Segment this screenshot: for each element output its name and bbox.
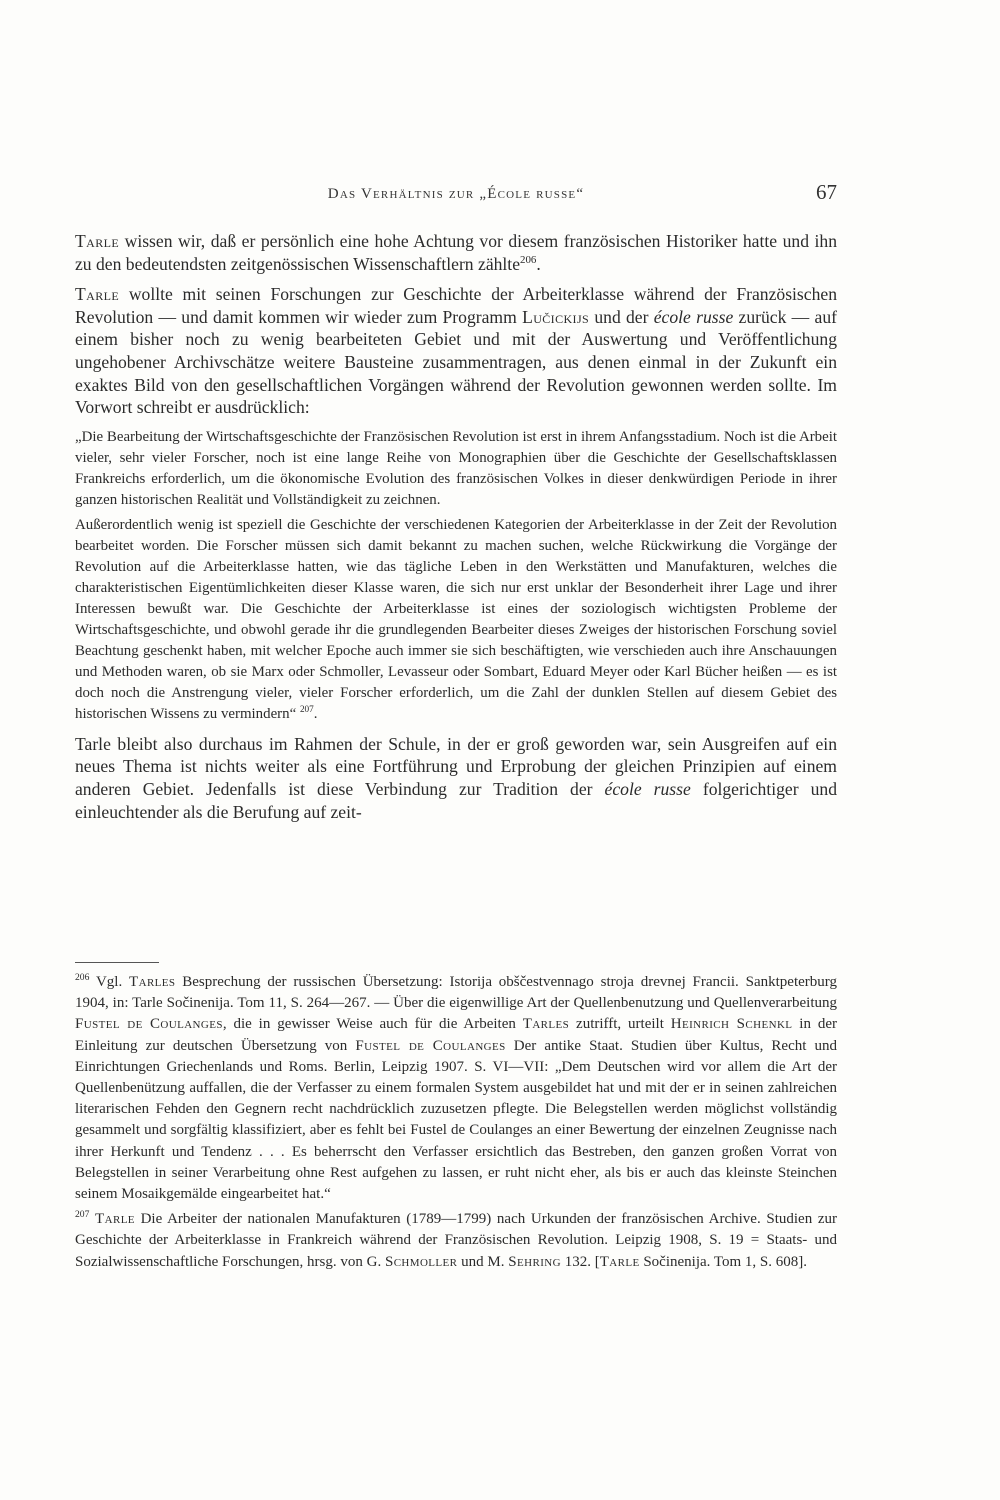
author-name: Sehring bbox=[508, 1253, 561, 1270]
paragraph-text: und der bbox=[589, 306, 654, 327]
author-name: Lučickijs bbox=[522, 306, 590, 327]
punctuation: . bbox=[313, 705, 318, 722]
author-name: Tarle bbox=[75, 284, 120, 305]
footnote-text: Die Arbeiter der nationalen Manufakturen (1789—1799) nach Urkunden der französischen Archive. Studien zur Geschichte der Arbeiterklasse in Frankreich während der Französischen Revolution. Leipzig 1908, S. 19 = Staats- und Sozialwissenschaftliche Forschungen, hrsg. von G. bbox=[75, 1211, 837, 1270]
footnotes bbox=[75, 972, 837, 1277]
paragraph-2 bbox=[75, 283, 837, 419]
footnote-206 bbox=[75, 972, 837, 1205]
block-quote bbox=[75, 427, 837, 725]
author-name: Tarles bbox=[129, 974, 176, 990]
paragraph-text: Tarle bleibt also durchaus im Rahmen der Schule, in der er groß geworden war, sein Ausgreifen auf ein neues Thema ist nichts weiter als eine Fortführung und Erprobung der gleichen Prinzipien auf einem anderen Gebiet. Jedenfalls ist diese Verbindung zur Tradition der bbox=[75, 733, 837, 799]
paragraph-text: zurück — auf einem bisher noch zu wenig bearbeiteten Gebiet und mit der Auswertung und Veröffentlichung ungehobener Archivschätze weitere Bausteine zusammentragen, aus denen einmal in der Zukunft ein exaktes Bild von den gesellschaftlichen Vorgängen während der Revolution gewonnen werden sollte. Im Vorwort schreibt er ausdrücklich: bbox=[75, 306, 837, 418]
author-name: Schmoller bbox=[384, 1253, 458, 1270]
emphasis: école russe bbox=[604, 778, 691, 799]
quote-paragraph-1: „Die Bearbeitung der Wirtschaftsgeschichte der Französischen Revolution ist erst in ihrem Anfangsstadium. Noch ist die Arbeit vieler, sehr vieler Forscher, noch ist eine lange Reihe von Monographien über die Geschichte der Gesellschaftsklassen Frankreichs erforderlich, um die ökonomische Evolution des französischen Volkes in dieser denkwürdigen Periode in ihrer ganzen historischen Realität und Vollständigkeit zu zeichnen. bbox=[75, 428, 837, 508]
quote-paragraph-2 bbox=[75, 515, 837, 725]
author-name: Fustel de Coulanges bbox=[355, 1037, 506, 1054]
emphasis: école russe bbox=[653, 306, 734, 327]
running-title: Das Verhältnis zur „École russe“ bbox=[327, 186, 585, 202]
footnote-reference[interactable]: 206 bbox=[520, 253, 537, 266]
page-number: 67 bbox=[816, 180, 837, 204]
punctuation: . bbox=[536, 253, 541, 274]
footnote-number: 206 bbox=[75, 972, 90, 983]
quote-text: Außerordentlich wenig ist speziell die Geschichte der verschiedenen Kategorien der Arbeiterklasse in der Zeit der Revolution bearbeitet worden. Die Forscher müssen sich damit bekannt zu machen suchen, welche Rückwirkung die Vorgänge der Revolution auf die Arbeiterklasse hatten, wie das tägliche Leben in den Werkstätten und Manufakturen, welches die charakteristischen Eigentümlichkeiten dieser Klasse waren, die sich nur erst unklar der Besonderheit ihrer Lage und ihrer Interessen bewußt war. Die Geschichte der Arbeiterklasse ist eines der soziologisch wichtigsten Probleme der Wirtschaftsgeschichte, und obwohl gerade ihr die grundlegenden Bearbeiter dieses Zweiges der historischen Forschung soviel Beachtung geschenkt haben, mit welcher Epoche auch immer sie sich beschäftigten, wie verschieden auch ihre Anschauungen und Methoden waren, ob sie Marx oder Schmoller, Levasseur oder Sombart, Eduard Meyer oder Karl Bücher heißen — es ist doch noch die Anstrengung vieler, vieler Forscher erforderlich, um die Zahl der dunklen Stellen auf diesem Gebiet des historischen Wissens zu vermindern“ bbox=[75, 516, 837, 722]
footnote-number: 207 bbox=[75, 1209, 90, 1221]
author-name: Tarle bbox=[599, 1253, 640, 1270]
author-name: Tarles bbox=[522, 1016, 570, 1033]
footnote-text: Der antike Staat. Studien über Kultus, Recht und Einrichtungen Griechenlands und Roms. Berlin, Leipzig 1907. S. VI—VII: „Dem Deutschen wird vor allem die Art der Quellenbenützung auffallen, die der Verfasser zu einem formalen System ausgebildet hat und mit der er in seinen zahlreichen literarischen Fehden den Gegnern recht nachdrücklich zuzusetzen pflegte. Die Belegstellen werden möglichst vollständig gesammelt und sorgfältig klassifiziert, aber es fehlt bei Fustel de Coulanges an einer Bewertung der einzelnen Zeugnisse nach ihrer Herkunft und Tendenz . . . Es beherrscht den Verfasser ersichtlich das Bestreben, den ganzen großen Vorrat von Belegstellen in seiner Verarbeitung ohne Rest aufgehen zu lassen, er ruht nicht eher, als bis er auch das kleinste Steinchen seinem Mosaikgemälde eingearbeitet hat.“ bbox=[75, 1037, 837, 1203]
main-text bbox=[75, 230, 837, 831]
paragraph-text: wissen wir, daß er persönlich eine hohe Achtung vor diesem französischen Historiker hatte und ihn zu den bedeutendsten zeitgenössischen Wissenschaftlern zählte bbox=[75, 231, 837, 274]
paragraph-3 bbox=[75, 733, 837, 823]
footnote-text: in der Einleitung zur deutschen Übersetzung von bbox=[75, 1016, 837, 1054]
footnote-reference[interactable]: 207 bbox=[299, 703, 314, 714]
paragraph-text: wollte mit seinen Forschungen zur Geschichte der Arbeiterklasse während der Französischen Revolution — und damit kommen wir wieder zum Programm bbox=[75, 284, 837, 327]
author-name: Fustel de Coulanges bbox=[75, 1016, 223, 1033]
footnote-text: Besprechung der russischen Übersetzung: Istorija obščestvennago stroja drevnej Francii. Sanktpeterburg 1904, in: Tarle Sočinenija. Tom 11, S. 264—267. — Über die eigenwillige Art der Quellenbenutzung und Quellenverarbeitung bbox=[75, 974, 837, 1012]
paragraph-1 bbox=[75, 230, 837, 275]
author-name: Tarle bbox=[95, 1211, 135, 1228]
footnote-text: Sočinenija. Tom 1, S. 608]. bbox=[639, 1253, 808, 1270]
footnote-text: und M. bbox=[457, 1253, 509, 1270]
footnote-text: , die in gewisser Weise auch für die Arbeiten bbox=[222, 1016, 523, 1033]
footnote-text: zutrifft, urteilt bbox=[569, 1016, 671, 1033]
running-head bbox=[75, 182, 837, 212]
footnote-divider bbox=[75, 962, 159, 963]
paragraph-text: folgerichtiger und einleuchtender als die Berufung auf zeit- bbox=[75, 778, 837, 822]
footnote-text: 132. [ bbox=[560, 1253, 600, 1270]
footnote-text: Vgl. bbox=[89, 974, 130, 990]
author-name: Tarle bbox=[75, 231, 120, 251]
footnote-207 bbox=[75, 1209, 837, 1273]
author-name: Heinrich Schenkl bbox=[670, 1016, 793, 1033]
